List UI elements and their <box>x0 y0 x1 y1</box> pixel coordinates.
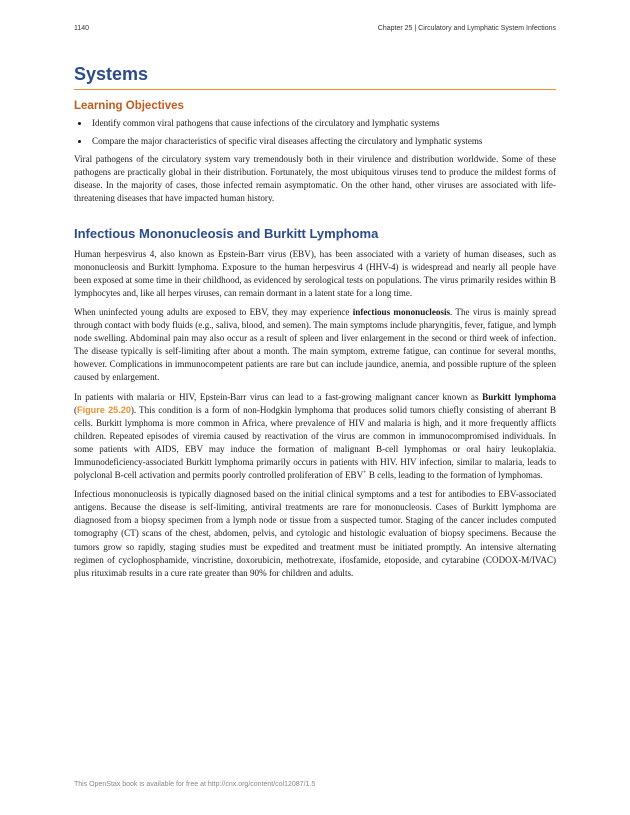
main-content <box>74 99 556 586</box>
text-run: When uninfected young adults are exposed to EBV, they may experience <box>74 306 353 317</box>
section-title: Systems <box>74 64 556 90</box>
objective-item: • Compare the major characteristics of specific viral diseases affecting the circulatory and lymphatic systems <box>90 135 556 148</box>
paragraph-mononucleosis <box>74 306 556 385</box>
text-run: B cells, leading to the formation of lymphomas. <box>366 470 543 481</box>
footer-note: This OpenStax book is available for free at http://cnx.org/content/col12087/1.5 <box>74 781 316 788</box>
intro-paragraph: Viral pathogens of the circulatory system vary tremendously both in their virulence and distribution worldwide. Some of these pathogens are practically global in their distribution. Fortunately, the most ubiquitous viruses tend to produce the mildest forms of disease. In the majority of cases, those infected remain asymptomatic. On the other hand, other viruses are associated with life-threatening diseases that have impacted human history. <box>74 154 556 204</box>
figure-link[interactable]: Figure 25.20 <box>77 404 131 415</box>
learning-objectives-list <box>74 117 556 148</box>
term-infectious-mononucleosis: infectious mononucleosis <box>352 306 451 317</box>
text-run: . The virus is mainly spread through contact with body fluids (e.g., saliva, blood, and semen). The main symptoms include pharyngitis, fever, fatigue, and lymph node swelling. Abdominal pain may also occur as a result of spleen and liver enlargement in the second or third week of infection. The disease typically is self-limiting after about a month. The main symptom, extreme fatigue, can continue for several months, however. Complications in immunocompetent patients are rare but can include jaundice, anemia, and possible rupture of the spleen caused by enlargement. <box>74 306 556 383</box>
chapter-title: Chapter 25 | Circulatory and Lymphatic System Infections <box>377 25 556 32</box>
superscript-plus: + <box>363 470 367 477</box>
paragraph-burkitt <box>74 391 556 483</box>
text-run: In patients with malaria or HIV, Epstein-Barr virus can lead to a fast-growing malignant cancer known as <box>74 391 483 402</box>
text-run: ). This condition is a form of non-Hodgkin lymphoma that produces solid tumors chiefly consisting of aberrant B cells. Burkitt lymphoma is more common in Africa, where prevalence of HIV and malaria is high, and it more frequently afflicts children. Repeated episodes of viremia caused by reactivation of the virus are common in immunocompromised individuals. In some patients with AIDS, EBV may induce the formation of malignant B-cell lymphomas or oral hairy leukoplakia. Immunodeficiency-associated Burkitt lymphoma primarily occurs in patients with HIV. HIV infection, similar to malaria, leads to polyclonal B-cell activation and permits poorly controlled proliferation of EBV <box>74 404 556 481</box>
text-run: ( <box>74 404 78 415</box>
subsection-heading: Infectious Mononucleosis and Burkitt Lymphoma <box>74 225 379 241</box>
objective-item: • Identify common viral pathogens that cause infections of the circulatory and lymphatic systems <box>90 117 556 130</box>
term-burkitt-lymphoma: Burkitt lymphoma <box>482 391 556 402</box>
paragraph-ebv: Human herpesvirus 4, also known as Epstein-Barr virus (EBV), has been associated with a variety of human diseases, such as mononucleosis and Burkitt lymphoma. Exposure to the human herpesvirus 4 (HHV-4) is widespread and nearly all people have been exposed at some time in their childhood, as evidenced by serological tests on populations. The virus primarily resides within B lymphocytes and, like all herpes viruses, can remain dormant in a latent state for a long time. <box>74 248 556 298</box>
paragraph-diagnosis: Infectious mononucleosis is typically diagnosed based on the initial clinical symptoms and a test for antibodies to EBV-associated antigens. Because the disease is self-limiting, antiviral treatments are rare for mononucleosis. Cases of Burkitt lymphoma are diagnosed from a biopsy specimen from a lymph node or tissue from a suspected tumor. Staging of the cancer includes computed tomography (CT) scans of the chest, abdomen, pelvis, and cytologic and histologic evaluation of biopsy specimens. Because the tumors grow so rapidly, staging studies must be expedited and treatment must be initiated promptly. An intensive alternating regimen of cyclophosphamide, vincristine, doxorubicin, methotrexate, ifosfamide, etoposide, and cytarabine (CODOX-M/IVAC) plus rituximab results in a cure rate greater than 90% for children and adults. <box>74 489 556 578</box>
page-number: 1140 <box>74 25 90 32</box>
learning-objectives-heading: Learning Objectives <box>74 100 184 112</box>
